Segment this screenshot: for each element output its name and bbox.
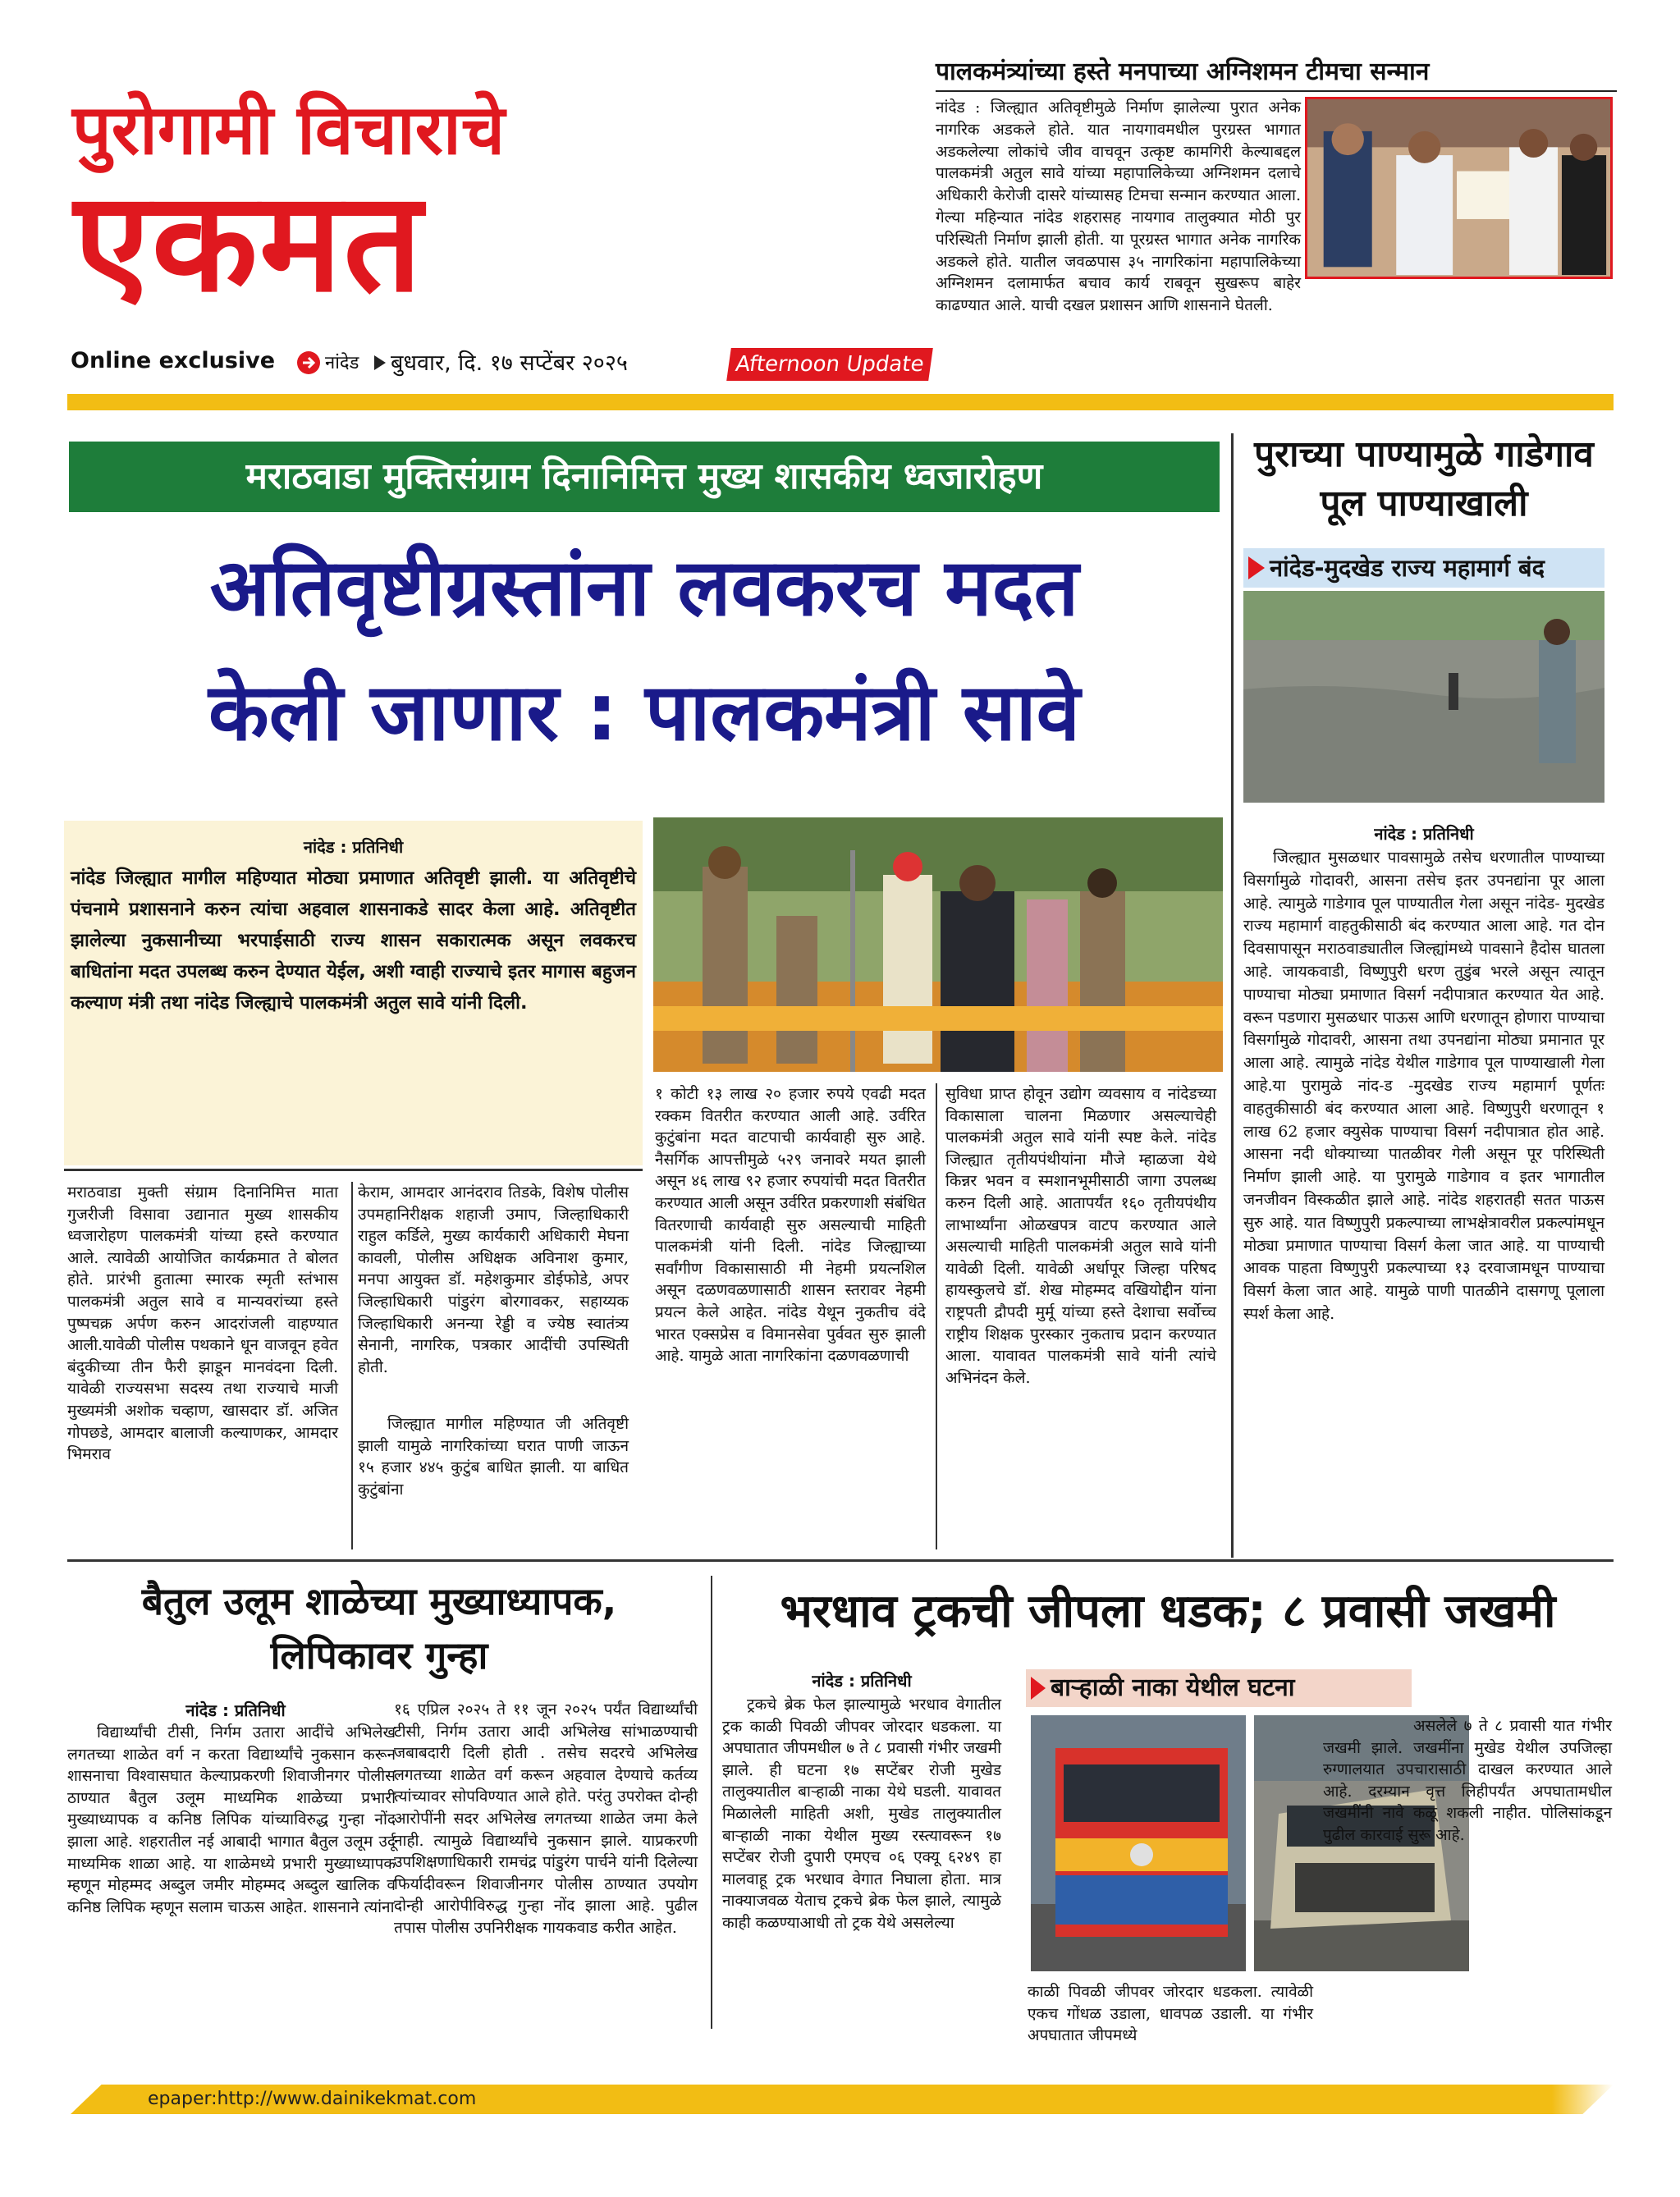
lead-col2a: केराम, आमदार आनंदराव तिडके, विशेष पोलीस उपमहानिरीक्षक शहाजी उमाप, जिल्हाधिकारी राहुल कर्डिले, मुख्य कार्यकारी अधिकारी मेघना कावली, पोलीस अधिक्षक अविनाश कुमार, मनपा आयुक्त डॉ. महेशकुमार डोईफोडे, अपर जिल्हाधिकारी पांडुरंग बोरगावकर, सहाय्यक जिल्हाधिकारी अनन्या रेड्डी व ज्येष्ठ स्वातंत्र्य सेनानी, नागरिक, पत्रकार आदींची उपस्थिती होती. (358, 1183, 629, 1376)
accident-subhead (1026, 1669, 1412, 1707)
accident-byline: नांदेड : प्रतिनिधी (812, 1671, 912, 1691)
school-accident-rule (711, 1576, 712, 2029)
masthead-tagline: पुरोगामी विचाराचे (72, 89, 506, 170)
footer-epaper-url[interactable]: epaper:http://www.dainikekmat.com (148, 2089, 477, 2109)
lead-col4: सुविधा प्राप्त होवून उद्योग व्यवसाय व नांदेडच्या विकासाला चालना मिळणार असल्याचेही पालकमंत्री अतुल सावे यांनी स्पष्ट केले. नांदेड जिल्ह्यात तृतीयपंथीयांना मौजे म्हाळजा येथे किन्नर भवन व स्मशानभूमीसाठी जागा उपलब्ध करुन दिली आहे. आतापर्यंत १६० तृतीयपंथीय लाभार्थ्यांना ओळखपत्र वाटप करण्यात आले असल्याची माहिती पालकमंत्री अतुल सावे यांनी यावेळी दिली. यावेळी अर्धापूर जिल्हा परिषद हायस्कुलचे डॉ. शेख मोहम्मद वखियोद्दीन यांना राष्ट्रपती द्रौपदी मुर्मू यांच्या हस्ते देशाचा सर्वोच्च राष्ट्रीय शिक्षक पुरस्कार नुकताच प्रदान करण्यात आला. यावावत पालकमंत्री सावे यांनी त्यांचे अभिनंदन केले. (945, 1085, 1216, 1387)
lead-kicker: मराठवाडा मुक्तिसंग्राम दिनानिमित्त मुख्य शासकीय ध्वजारोहण (69, 442, 1220, 512)
school-col2: १६ एप्रिल २०२५ ते ११ जून २०२५ पर्यंत विद्यार्थ्यांची टीसी, निर्गम उतारा आदी अभिलेख सांभाळण्याची जबाबदारी दिली होती . तसेच सदरचे अभिलेख लगतच्या शाळेत वर्ग करून अहवाल देण्याचे कर्तव्य त्यांच्यावर सोपविण्यात आले होते. परंतु उपरोक्त दोन्ही आरोपींनी सदर अभिलेख लगतच्या शाळेत जमा केले नाही. त्यामुळे विद्यार्थ्यांचे नुकसान झाले. याप्रकरणी उपशिक्षणाधिकारी रामचंद्र पांडुरंग पार्चने यांनी दिलेल्या फिर्यादीवरून शिवाजीनगर पोलीस ठाण्यात उपयोग दोन्ही आरोपीविरुद्ध गुन्हा नोंद झाला आहे. पुढील तपास पोलीस उपनिरीक्षक गायकवाड करीत आहेत. (394, 1700, 698, 1937)
flood-byline: नांदेड : प्रतिनिधी (1374, 824, 1474, 844)
flood-headline: पुराच्या पाण्यामुळे गाडेगाव पूल पाण्याखाली (1254, 433, 1594, 524)
play-arrow-icon (374, 355, 386, 370)
lead-intro-box (64, 821, 643, 1165)
accident-subhead-text: बाऱ्हाळी नाका येथील घटना (1051, 1673, 1295, 1702)
flood-body: जिल्ह्यात मुसळधार पावसामुळे तसेच धरणातील पाण्याच्या विसर्गामुळे गोदावरी, आसना तसेच इतर उपनद्यांना पूर आला आहे. त्यामुळे गाडेगाव पूल पाण्यातील गेला असून नांदेड- मुदखेड राज्य महामार्ग वाहतुकीसाठी बंद करण्यात आला आहे. गत दोन दिवसापासून मराठवाड्यातील जिल्ह्यांमध्ये पावसाने हैदोस घातला आहे. जायकवाडी, विष्णुपुरी धरण तुडुंब भरले असून त्यातून पाण्याचा मोठ्या प्रमाणात विसर्ग नदीपात्रात करण्यात येत आहे. वरून पडणारा मुसळधार पाऊस आणि धरणातून होणारा पाण्याचा विसर्गामुळे गोदावरी, आसना तथा उपनद्यांना मोठ्या प्रमानात पूर आला आहे. त्यामुळे नांदेड येथील गाडेगाव पूल पाण्याखाली गेला आहे.या पुरामुळे नांद-ड -मुदखेड राज्य महामार्ग पूर्णतः वाहतुकीसाठी बंद करण्यात आला आहे. विष्णुपुरी धरणातून १ लाख 62 हजार क्युसेक पाण्याचा विसर्ग नदीपात्रात होत आहे. आसना नदी धोक्याच्या पातळीवर गेली असून पूर परिस्थिती निर्माण झाली आहे. या पुरामुळे गाडेगाव व इतर भागातील जनजीवन विस्कळीत झाले आहे. नांदेड शहरातही सतत पाऊस सुरु आहे. यात विष्णुपुरी प्रकल्पाच्या लाभक्षेत्रावरील प्रकल्पांमधून मोठ्या प्रमाणात पाण्याचा विसर्ग केला जात आहे. या पाण्याची आवक पाहता विष्णुपुरी प्रकल्पाच्या १३ दरवाजामधून पाण्याचा विसर्ग केला जात आहे. यामुळे पाणी पातळीने दासगणू पूलाला स्पर्श केला आहे. (1243, 849, 1604, 1323)
flood-photo (1243, 591, 1604, 803)
afternoon-update-badge: Afternoon Update (726, 348, 933, 381)
school-col1: विद्यार्थ्यांची टीसी, निर्गम उतारा आदींचे अभिलेख लगतच्या शाळेत वर्ग न करता विद्यार्थ्यांचे नुकसान करून शासनाचा विश्वासघात केल्याप्रकरणी शिवाजीनगर पोलीस ठाण्यात बैतुल उलूम माध्यमिक शाळेच्या प्रभारी मुख्याध्यापक व कनिष्ठ लिपिक यांच्याविरुद्ध गुन्हा नोंद झाला आहे. शहरातील नई आबादी भागात बैतुल उलूम उर्दू माध्यमिक शाळा आहे. या शाळेमध्ये प्रभारी मुख्याध्यापक म्हणून मोहम्मद अब्दुल जमीर मोहम्मद अब्दुल खालिक व कनिष्ठ लिपिक म्हणून सलाम चाऊस आहेत. शासनाने त्यांना (67, 1723, 396, 1916)
flood-subhead (1243, 548, 1604, 588)
lead-col1: मराठवाडा मुक्ती संग्राम दिनानिमित्त माता गुजरीजी विसावा उद्यानात मुख्य शासकीय ध्वजारोहण पालकमंत्री यांच्या हस्ते करण्यात आले. त्यावेळी आयोजित कार्यक्रमात ते बोलत होते. प्रारंभी हुतात्मा स्मारक स्मृती स्तंभास पालकमंत्री अतुल सावे व मान्यवरांच्या हस्ते पुष्पचक्र अर्पण करुन आदरांजली वाहण्यात आली.यावेळी पोलीस पथकाने धून वाजवून हवेत बंदुकीच्या तीन फैरी झाडून मानवंदना दिली. यावेळी राज्यसभा सदस्य तथा राज्याचे माजी मुख्यमंत्री अशोक चव्हाण, खासदार डॉ. अजित गोपछडे, आमदार बालाजी कल्याणकर, आमदार भिमराव (67, 1183, 338, 1464)
lead-col-rule-3 (936, 1083, 937, 1549)
accident-subhead-arrow-icon (1031, 1677, 1046, 1700)
flood-column-rule (1231, 433, 1234, 1558)
school-headline-line2: लिपिकावर गुन्हा (270, 1633, 488, 1678)
masthead-divider (67, 394, 1614, 410)
lead-intro: नांदेड जिल्ह्यात मागील महिण्यात मोठ्या प्रमाणात अतिवृष्टी झाली. या अतिवृष्टीचे पंचनामे प्रशासनाने करुन त्यांचा अहवाल शासनाकडे सादर केला आहे. अतिवृष्टीत झालेल्या नुकसानीच्या भरपाईसाठी राज्य शासन सकारात्मक असून लवकरच बाधितांना मदत उपलब्ध करुन देण्यात येईल, अशी ग्वाही राज्याचे इतर मागास बहुजन कल्याण मंत्री तथा नांदेड जिल्ह्याचे पालकमंत्री अतुल सावे यांनी दिली. (71, 867, 636, 1014)
accident-col3: असलेले ७ ते ८ प्रवासी यात गंभीर जखमी झाले. जखमींना मुखेड येथील उपजिल्हा रुग्णालयात उपचारासाठी दाखल करण्यात आले आहे. दरम्यान वृत्त लिहीपर्यंत अपघातामधील जखमींनी नावे कळू शकली नाहीत. पोलिसांकडून पुढील कारवाई सुरू आहे. (1323, 1717, 1612, 1844)
lead-col2b: जिल्ह्यात मागील महिण्यात जी अतिवृष्टी झाली यामुळे नागरिकांच्या घरात पाणी जाऊन १५ हजार ४४५ कुटुंब बाधित झाली. या बाधित कुटुंबांना (358, 1415, 629, 1499)
dateline-city: नांदेड (325, 353, 359, 373)
online-exclusive-label: Online exclusive (71, 348, 276, 373)
accident-bottom: काळी पिवळी जीपवर जोरदार धडकला. त्यावेळी एकच गोंधळ उडाला, धावपळ उडाली. या गंभीर अपघातात जीपमध्ये (1028, 1983, 1313, 2045)
arrow-circle-icon (297, 351, 320, 374)
school-headline-line1: बैतुल उलूम शाळेच्या मुख्याध्यापक, (141, 1579, 617, 1623)
flood-subhead-text: नांदेड-मुदखेड राज्य महामार्ग बंद (1270, 554, 1545, 582)
top-story-photo (1305, 97, 1613, 279)
lead-byline: नांदेड : प्रतिनिधी (303, 837, 404, 857)
lead-photo (653, 817, 1223, 1072)
accident-headline: भरधाव ट्रकची जीपला धडक; ८ प्रवासी जखमी (780, 1585, 1556, 1638)
masthead-logo: एकमत (74, 162, 424, 323)
lead-intro-box-rule (64, 1169, 643, 1171)
flood-subhead-arrow-icon (1248, 556, 1265, 579)
school-byline: नांदेड : प्रतिनिधी (185, 1700, 286, 1720)
lead-headline-line1: अतिवृष्टीग्रस्तांना लवकरच मदत (209, 542, 1079, 634)
lead-col3: १ कोटी १३ लाख २० हजार रुपये एवढी मदत रक्कम वितरीत करण्यात आली आहे. उर्वरित कुटुंबांना मदत वाटपाची कार्यवाही सुरु आहे. नैसर्गिक आपत्तीमुळे ५२९ जनावरे मयत झाली असून ४६ लाख ९२ हजार रुपयांची मदत वितरीत करण्यात आली असून उर्वरित प्रकरणाशी संबंधित वितरणाची कार्यवाही सुरु असल्याची माहिती पालकमंत्री यांनी दिली. नांदेड जिल्ह्याच्या सर्वांगीण विकासासाठी मी नेहमी प्रयत्नशिल असून दळणवळणासाठी शासन स्तरावर नेहमी प्रयत्न केले आहेत. नांदेड येथून नुकतीच वंदे भारत एक्सप्रेस व विमानसेवा पुर्ववत सुरु झाली आहे. यामुळे आता नागरिकांना दळणवळणाची (655, 1085, 926, 1366)
lead-col-rule-1 (351, 1182, 353, 1549)
top-story-headline: पालकमंत्र्यांच्या हस्ते मनपाच्या अग्निशमन टीमचा सन्मान (936, 57, 1430, 86)
dateline-date: बुधवार, दि. १७ सप्टेंबर २०२५ (391, 350, 628, 376)
top-story-body: नांदेड : जिल्ह्यात अतिवृष्टीमुळे निर्माण झालेल्या पुरात अनेक नागरिक अडकले होते. यात नायगावमधील पुरग्रस्त भागात अडकलेल्या लोकांचे जीव वाचवून उत्कृष्ट कामगिरी केल्याबद्दल पालकमंत्री अतुल सावे यांच्या महापालिकेच्या अग्निशमन दलाचे अधिकारी केरोजी दासरे यांच्यासह टिमचा सन्मान करण्यात आला. गेल्या महिन्यात नांदेड शहरासह नायगाव तालुक्यात मोठी पुर परिस्थिती निर्माण झाली होती. या पूरग्रस्त भागात अनेक नागरिक अडकले होते. यातील जवळपास ३५ नागरिकांना महापालिकेच्या अग्निशमन दलामार्फत बचाव कार्य राबवून सुखरूप बाहेर काढण्यात आले. याची दखल प्रशासन आणि शासनाने घेतली. (936, 98, 1301, 315)
accident-photo-truck (1031, 1715, 1246, 1971)
lead-headline-line2: केली जाणार : पालकमंत्री सावे (208, 666, 1080, 758)
top-story-underline (936, 90, 1617, 92)
accident-col1: ट्रकचे ब्रेक फेल झाल्यामुळे भरधाव वेगातील ट्रक काळी पिवळी जीपवर जोरदार धडकला. या अपघातात जीपमधील ७ ते ८ प्रवासी गंभीर जखमी झाले. ही घटना १७ सप्टेंबर रोजी मुखेड तालुक्यातील बाऱ्हाळी नाका येथे घडली. यावावत मिळालेली माहिती अशी, मुखेड तालुक्यातील बाऱ्हाळी नाका येथील मुख्य रस्त्यावरून १७ सप्टेंबर रोजी दुपारी एमएच ०६ एक्यू ६२४९ हा मालवाहू ट्रक भरधाव वेगात निघाला होता. मात्र नाक्याजवळ येताच ट्रकचे ब्रेक फेल झाले, त्यामुळे काही कळण्याआधी तो ट्रक येथे असलेल्या (722, 1696, 1001, 1932)
mid-divider (67, 1559, 1614, 1562)
